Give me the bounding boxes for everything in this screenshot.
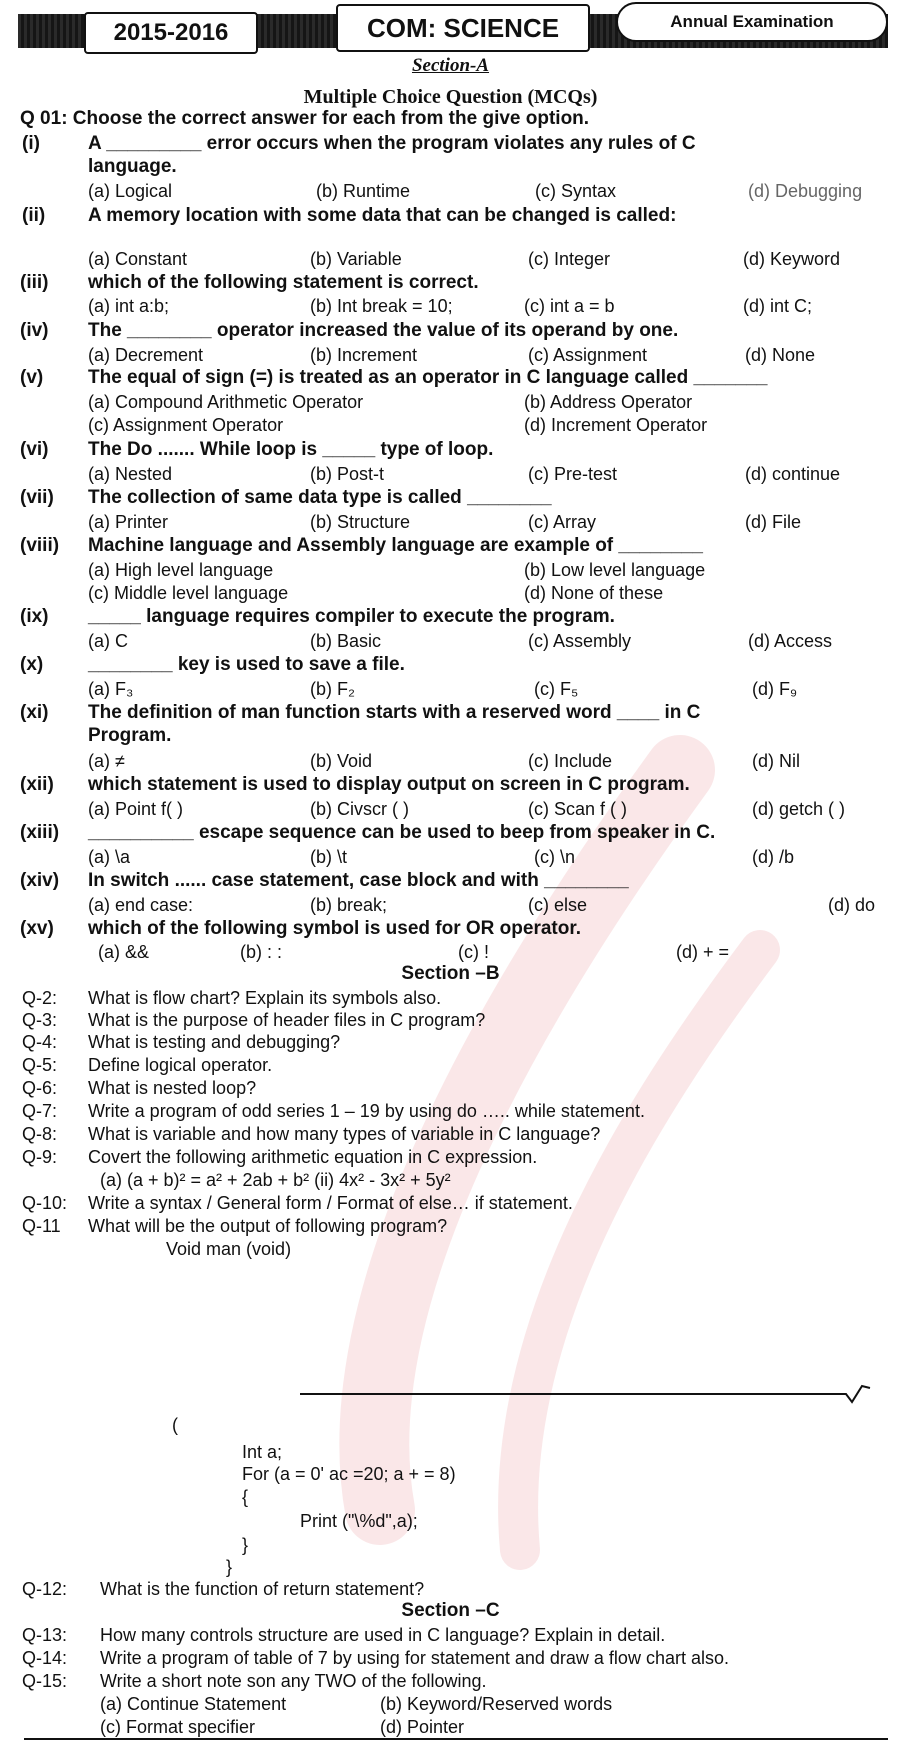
mcq-option: (b) Increment <box>310 345 418 365</box>
mcq-option: (c) ! <box>458 942 489 962</box>
mcq-option: (b) Low level language <box>524 560 706 580</box>
question-number: Q-12: <box>22 1579 68 1599</box>
mcq-option: (c) Scan f ( ) <box>528 799 628 819</box>
mcq-instruction: Q 01: Choose the correct answer for each from the give option. <box>20 108 590 129</box>
mcq-question: which of the following symbol is used for OR operator. <box>88 918 581 939</box>
question-text: Write a program of odd series 1 – 19 by using do ….. while statement. <box>88 1101 645 1121</box>
mcq-option: (c) Assembly <box>528 631 632 651</box>
mcq-option: (d) getch ( ) <box>752 799 846 819</box>
mcq-question: The definition of man function starts with a reserved word ____ in C <box>88 702 701 723</box>
code-line: } <box>226 1557 233 1577</box>
mcq-option: (b) Structure <box>310 512 411 532</box>
mcq-option: (b) Runtime <box>316 181 411 201</box>
mcq-option: (c) Syntax <box>535 181 617 201</box>
question-number: Q-14: <box>22 1648 68 1668</box>
note-option: (d) Pointer <box>380 1717 465 1737</box>
mcq-option: (d) F₉ <box>752 679 798 699</box>
question-number: Q-11 <box>22 1216 61 1236</box>
mcq-option: (c) \n <box>534 847 576 867</box>
mcq-question: A _________ error occurs when the program violates any rules of C <box>88 133 696 154</box>
mcq-option: (d) None <box>745 345 816 365</box>
question-number: Q-9: <box>22 1147 58 1167</box>
mcq-number: (xiv) <box>20 870 60 891</box>
mcq-option: (d) do <box>828 895 876 915</box>
mcq-option: (a) Printer <box>88 512 169 532</box>
question-text: Write a program of table of 7 by using for statement and draw a flow chart also. <box>100 1648 729 1668</box>
squiggle-mark <box>838 1382 872 1404</box>
mcq-option: (b) Address Operator <box>524 392 693 412</box>
mcq-number: (xii) <box>20 774 54 795</box>
question-number: Q-10: <box>22 1193 68 1213</box>
mcq-option: (c) Assignment <box>528 345 648 365</box>
mcq-number: (xv) <box>20 918 54 939</box>
mcq-option: (a) Logical <box>88 181 173 201</box>
exam-type: Annual Examination <box>616 2 888 42</box>
question-text: What is flow chart? Explain its symbols also. <box>88 988 442 1008</box>
mcq-option: (c) Integer <box>528 249 611 269</box>
divider-line <box>300 1393 840 1395</box>
mcq-option: (a) Compound Arithmetic Operator <box>88 392 364 412</box>
mcq-question: The equal of sign (=) is treated as an operator in C language called _______ <box>88 367 768 388</box>
mcq-option: (c) Pre-test <box>528 464 618 484</box>
question-number: Q-6: <box>22 1078 58 1098</box>
mcq-option: (a) Point f( ) <box>88 799 184 819</box>
mcq-number: (vi) <box>20 439 49 460</box>
exam-header <box>18 2 888 52</box>
mcq-number: (i) <box>22 133 40 154</box>
note-option: (a) Continue Statement <box>100 1694 287 1714</box>
mcq-number: (xiii) <box>20 822 60 843</box>
mcq-question: which statement is used to display output on screen in C program. <box>88 774 690 795</box>
mcq-option: (d) None of these <box>524 583 664 603</box>
mcq-option: (b) Civscr ( ) <box>310 799 409 819</box>
section-a-title: Section-A <box>411 55 490 76</box>
mcq-question: which of the following statement is correct. <box>88 272 479 293</box>
question-number: Q-3: <box>22 1010 58 1030</box>
mcq-number: (xi) <box>20 702 49 723</box>
mcq-question: The ________ operator increased the value of its operand by one. <box>88 320 679 341</box>
question-number: Q-13: <box>22 1625 68 1645</box>
equation-line: (a) (a + b)² = a² + 2ab + b² (ii) 4x² - 3x² + 5y² <box>100 1170 451 1190</box>
mcq-option: (c) Include <box>528 751 613 771</box>
exam-year: 2015-2016 <box>84 12 258 54</box>
question-number: Q-15: <box>22 1671 68 1691</box>
mcq-option: (d) File <box>745 512 802 532</box>
mcq-option: (b) Int break = 10; <box>310 296 453 316</box>
code-line: ( <box>172 1415 178 1435</box>
mcq-question: A memory location with some data that can be changed is called: <box>88 205 677 226</box>
mcq-question-cont: Program. <box>88 725 172 746</box>
mcq-number: (x) <box>20 654 44 675</box>
mcq-question: In switch ...... case statement, case block and with ________ <box>88 870 629 891</box>
mcq-number: (v) <box>20 367 44 388</box>
section-c-title: Section –C <box>401 1600 500 1621</box>
question-number: Q-2: <box>22 988 58 1008</box>
mcq-option: (d) /b <box>752 847 795 867</box>
mcq-option: (a) Constant <box>88 249 188 269</box>
mcq-number: (vii) <box>20 487 54 508</box>
mcq-option: (d) continue <box>745 464 841 484</box>
question-text: Covert the following arithmetic equation in C expression. <box>88 1147 538 1167</box>
question-text: What is the function of return statement? <box>100 1579 425 1599</box>
question-text: How many controls structure are used in C language? Explain in detail. <box>100 1625 666 1645</box>
question-number: Q-7: <box>22 1101 58 1121</box>
question-text: Write a syntax / General form / Format of else… if statement. <box>88 1193 573 1213</box>
mcq-option: (a) \a <box>88 847 131 867</box>
mcq-option: (d) Nil <box>752 751 800 771</box>
mcq-option: (c) else <box>528 895 588 915</box>
mcq-option: (d) Access <box>748 631 833 651</box>
mcq-option: (a) F₃ <box>88 679 134 699</box>
question-number: Q-4: <box>22 1032 58 1052</box>
mcq-option: (b) Void <box>310 751 373 771</box>
mcq-option: (c) Array <box>528 512 597 532</box>
exam-subject: COM: SCIENCE <box>336 4 590 52</box>
mcq-option: (a) int a:b; <box>88 296 170 316</box>
mcq-option: (a) Decrement <box>88 345 204 365</box>
question-text: What is nested loop? <box>88 1078 257 1098</box>
question-text: What is the purpose of header files in C program? <box>88 1010 486 1030</box>
question-text: Write a short note son any TWO of the following. <box>100 1671 487 1691</box>
mcq-option: (a) High level language <box>88 560 274 580</box>
mcq-option: (c) int a = b <box>524 296 615 316</box>
code-line: Int a; <box>242 1442 283 1462</box>
mcq-option: (b) Variable <box>310 249 402 269</box>
mcq-number: (iv) <box>20 320 49 341</box>
question-text: What will be the output of following program? <box>88 1216 448 1236</box>
mcq-option: (c) Assignment Operator <box>88 415 284 435</box>
bottom-rule <box>24 1738 888 1740</box>
mcq-option: (c) F₅ <box>534 679 579 699</box>
code-line: { <box>242 1487 249 1507</box>
mcq-question: ________ key is used to save a file. <box>88 654 405 675</box>
note-option: (b) Keyword/Reserved words <box>380 1694 613 1714</box>
mcq-title: Multiple Choice Question (MCQs) <box>303 86 598 108</box>
mcq-option: (d) Keyword <box>743 249 841 269</box>
mcq-option: (b) : : <box>240 942 283 962</box>
mcq-option: (c) Middle level language <box>88 583 289 603</box>
mcq-option: (b) F₂ <box>310 679 355 699</box>
mcq-option: (a) Nested <box>88 464 173 484</box>
mcq-option: (a) C <box>88 631 128 651</box>
mcq-option: (d) + = <box>676 942 730 962</box>
mcq-number: (ix) <box>20 606 49 627</box>
mcq-question: Machine language and Assembly language are example of ________ <box>88 535 703 556</box>
mcq-number: (iii) <box>20 272 49 293</box>
mcq-number: (ii) <box>22 205 46 226</box>
mcq-question: __________ escape sequence can be used to beep from speaker in C. <box>88 822 716 843</box>
mcq-option: (b) break; <box>310 895 388 915</box>
mcq-option: (a) && <box>98 942 150 962</box>
mcq-option: (b) \t <box>310 847 348 867</box>
note-option: (c) Format specifier <box>100 1717 256 1737</box>
question-number: Q-5: <box>22 1055 58 1075</box>
mcq-option: (b) Post-t <box>310 464 385 484</box>
code-line: } <box>242 1535 249 1555</box>
mcq-question: The Do ....... While loop is _____ type of loop. <box>88 439 494 460</box>
question-text: Define logical operator. <box>88 1055 273 1075</box>
question-number: Q-8: <box>22 1124 58 1144</box>
question-text: What is variable and how many types of variable in C language? <box>88 1124 601 1144</box>
mcq-option: (a) ≠ <box>88 751 125 771</box>
mcq-option: (b) Basic <box>310 631 382 651</box>
question-text: What is testing and debugging? <box>88 1032 341 1052</box>
code-line: Print ("\%d",a); <box>300 1511 418 1531</box>
section-b-title: Section –B <box>401 963 500 984</box>
code-line: Void man (void) <box>166 1239 292 1259</box>
mcq-option: (d) int C; <box>743 296 813 316</box>
mcq-question: The collection of same data type is called ________ <box>88 487 552 508</box>
mcq-question: _____ language requires compiler to execute the program. <box>88 606 615 627</box>
mcq-number: (viii) <box>20 535 60 556</box>
mcq-question-cont: language. <box>88 156 177 177</box>
mcq-option: (d) Debugging <box>748 181 863 201</box>
mcq-option: (d) Increment Operator <box>524 415 708 435</box>
mcq-option: (a) end case: <box>88 895 194 915</box>
code-line: For (a = 0' ac =20; a + = 8) <box>242 1464 456 1484</box>
